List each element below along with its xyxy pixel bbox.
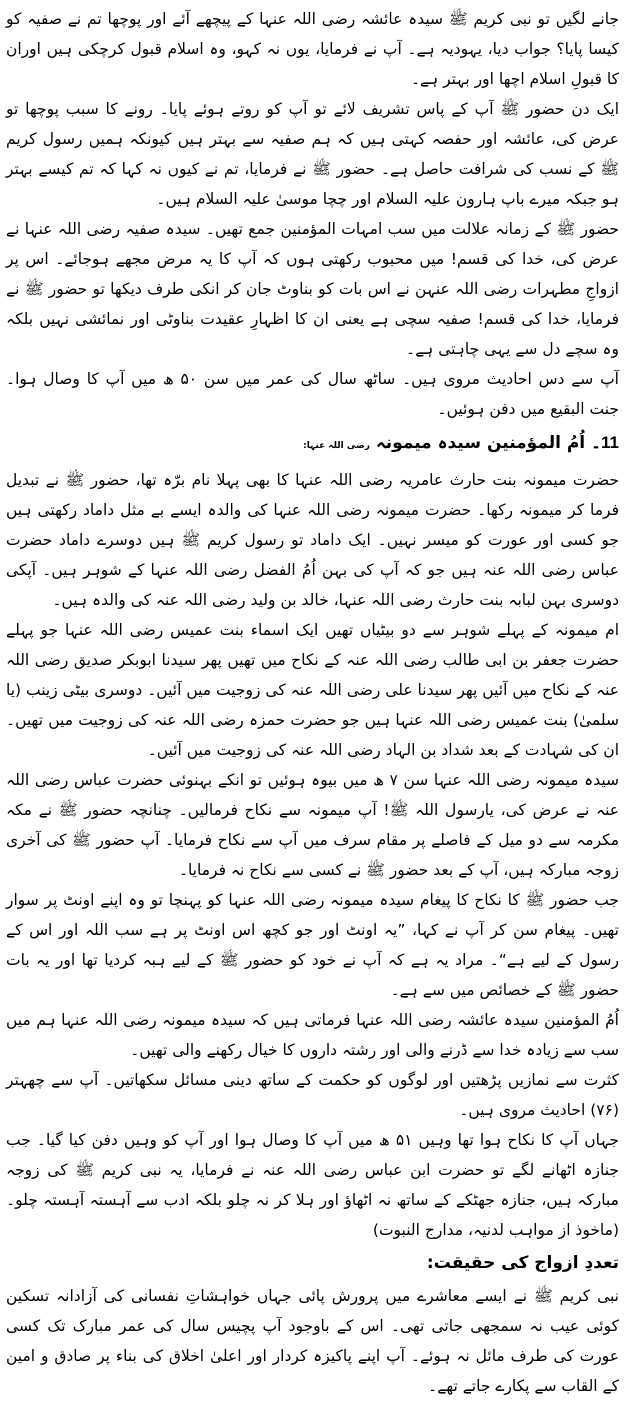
section-number: 11: [601, 433, 619, 452]
paragraph-maymuna-death: جہاں آپ کا نکاح ہوا تھا وہیں ۵۱ ھ میں آپ کا وصال ہوا اور آپ کو وہیں دفن کیا گیا۔ جب جنازہ اٹھانے لگے تو حضرت ابن عباس رضی اللہ عنہ نے فرمایا، یہ نبی کریم ﷺ کی زوجہ مبارکہ ہیں، جنازہ جھٹکے کے ساتھ نہ اٹھاؤ اور ہلا کر نہ چلو بلکہ ادب سے آہستہ آہستہ چلو۔ (ماخوذ از مواہب لدنیہ، مدارج النبوت): [6, 1131, 619, 1239]
paragraph-safiyya-islam: جانے لگیں تو نبی کریم ﷺ سیدہ عائشہ رضی اللہ عنہا کے پیچھے آئے اور پوچھا تم نے صفیہ کو کیسا پایا؟ جواب دیا، یہودیہ ہے۔ آپ نے فرمایا، یوں نہ کہو، وہ اسلام قبول کرچکی ہیں اوران کا قبولِ اسلام اچھا اور بہتر ہے۔: [6, 10, 619, 88]
paragraph-safiyya-crying: ایک دن حضور ﷺ آپ کے پاس تشریف لائے تو آپ کو روتے ہوئے پایا۔ رونے کا سبب پوچھا تو عرض کی، عائشہ اور حفصہ کہتی ہیں کہ ہم صفیہ سے بہتر ہیں کیونکہ ہمیں رسول کریم ﷺ کے نسب کی شرافت حاصل ہے۔ حضور ﷺ نے فرمایا، تم نے کیوں نہ کہا کہ تم کیسے بہتر ہو جبکہ میرے باپ ہارون علیہ السلام اور چچا موسیٰ علیہ السلام ہیں۔: [6, 100, 619, 208]
paragraph-maymuna-daughters: ام میمونہ کے پہلے شوہر سے دو بیٹیاں تھیں ایک اسماء بنت عمیس رضی اللہ عنہا جو پہلے حضرت جعفر بن ابی طالب رضی اللہ عنہ کے نکاح میں تھیں پھر سیدنا ابوبکر صدیق رضی اللہ عنہ کے نکاح میں آئیں پھر سیدنا علی رضی اللہ عنہ کی زوجیت میں آئیں۔ دوسری بیٹی زینب (یا سلمیٰ) بنت عمیس رضی اللہ عنہا ہیں جو حضرت حمزہ رضی اللہ عنہ کی زوجیت میں تھیں۔ ان کی شہادت کے بعد شداد بن الہاد رضی اللہ عنہ کی زوجیت میں آئیں۔: [6, 621, 619, 759]
sub-heading-polygamy: تعددِ ازواج کی حقیقت:: [426, 1253, 619, 1273]
paragraph-safiyya-death: آپ سے دس احادیث مروی ہیں۔ ساٹھ سال کی عمر میں سن ۵۰ ھ میں آپ کا وصال ہوا۔ جنت البقیع میں دفن ہوئیں۔: [6, 370, 619, 418]
paragraph-maymuna-intro: حضرت میمونہ بنت حارث عامریہ رضی اللہ عنہا کا بھی پہلا نام برّہ تھا، حضور ﷺ نے تبدیل فرما کر میمونہ رکھا۔ حضرت میمونہ رضی اللہ عنہا کی والدہ ایسے بے مثل داماد رکھتی ہیں جو کسی اور عورت کو میسر نہیں۔ ایک داماد تو رسول کریم ﷺ ہیں دوسرے داماد حضرت عباس رضی اللہ عنہ ہیں جو کہ آپ کی بہن اُمُ الفضل رضی اللہ عنہا کے شوہر ہیں۔ آپکی دوسری بہن لبابہ بنت حارث رضی اللہ عنہا، خالد بن ولید رضی اللہ عنہ کی والدہ ہیں۔: [6, 471, 619, 609]
section-title: اُمُ المؤمنین سیدہ میمونہ: [375, 433, 586, 453]
paragraph-safiyya-illness: حضور ﷺ کے زمانہ علالت میں سب امہات المؤمنین جمع تھیں۔ سیدہ صفیہ رضی اللہ عنہا نے عرض کی، خدا کی قسم! میں محبوب رکھتی ہوں کہ آپ کا یہ مرض مجھے ہوجائے۔ اس پر ازواجِ مطہرات رضی اللہ عنہن نے اس بات کو بناوٹ جان کر انکی طرف دیکھا تو حضور ﷺ نے فرمایا، خدا کی قسم! صفیہ سچی ہے یعنی ان کا اظہارِ عقیدت بناوٹی اور نمائشی نہیں بلکہ وہ سچے دل سے یہی چاہتی ہے۔: [6, 220, 619, 358]
paragraph-polygamy-reality: نبی کریم ﷺ نے ایسے معاشرے میں پرورش پائی جہاں خواہشاتِ نفسانی کی آزادانہ تسکین کوئی عیب نہ سمجھی جاتی تھی۔ اس کے باوجود آپ پچیس سال کی عمر مبارک تک کسی عورت کی طرف مائل نہ ہوئے۔ آپ اپنے پاکیزہ کردار اور اعلیٰ اخلاق کی بناء پر صادق و امین کے القاب سے پکارے جاتے تھے۔: [6, 1287, 619, 1395]
paragraph-maymuna-hadith: کثرت سے نمازیں پڑھتیں اور لوگوں کو حکمت کے ساتھ دینی مسائل سکھاتیں۔ آپ سے چھہتر (۷۶) احادیث مروی ہیں۔: [6, 1071, 619, 1119]
section-separator: ۔: [591, 433, 602, 453]
paragraph-maymuna-proposal: جب حضور ﷺ کا نکاح کا پیغام سیدہ میمونہ رضی اللہ عنہا کو پہنچا تو وہ اپنے اونٹ پر سوار تھیں۔ پیغام سن کر آپ نے کہا، ”یہ اونٹ اور جو کچھ اس اونٹ پر ہے سب اللہ اور اس کے رسول کے لیے ہے“۔ مراد یہ ہے کہ آپ نے خود کو حضور ﷺ کے لیے ہبہ کردیا تھا اور یہ بات حضور ﷺ کے خصائص میں سے ہے۔: [6, 891, 619, 999]
paragraph-maymuna-marriage: سیدہ میمونہ رضی اللہ عنہا سن ۷ ھ میں بیوہ ہوئیں تو انکے بہنوئی حضرت عباس رضی اللہ عنہ نے عرض کی، یارسول اللہ ﷺ! آپ میمونہ سے نکاح فرمالیں۔ چنانچہ حضور ﷺ نے مکہ مکرمہ سے دو میل کے فاصلے پر مقام سرف میں آپ سے نکاح فرمایا۔ آپ حضور ﷺ کی آخری زوجہ مبارکہ ہیں، آپ کے بعد حضور ﷺ نے کسی سے نکاح نہ فرمایا۔: [6, 771, 619, 879]
section-honorific: رضی اللہ عنہا:: [303, 441, 370, 451]
paragraph-maymuna-piety: اُمُ المؤمنین سیدہ عائشہ رضی اللہ عنہا فرماتی ہیں کہ سیدہ میمونہ رضی اللہ عنہا ہم میں سب سے زیادہ خدا سے ڈرنے والی اور رشتہ داروں کا خیال رکھنے والی تھیں۔: [6, 1011, 619, 1059]
section-heading-maymuna: [6, 426, 619, 463]
